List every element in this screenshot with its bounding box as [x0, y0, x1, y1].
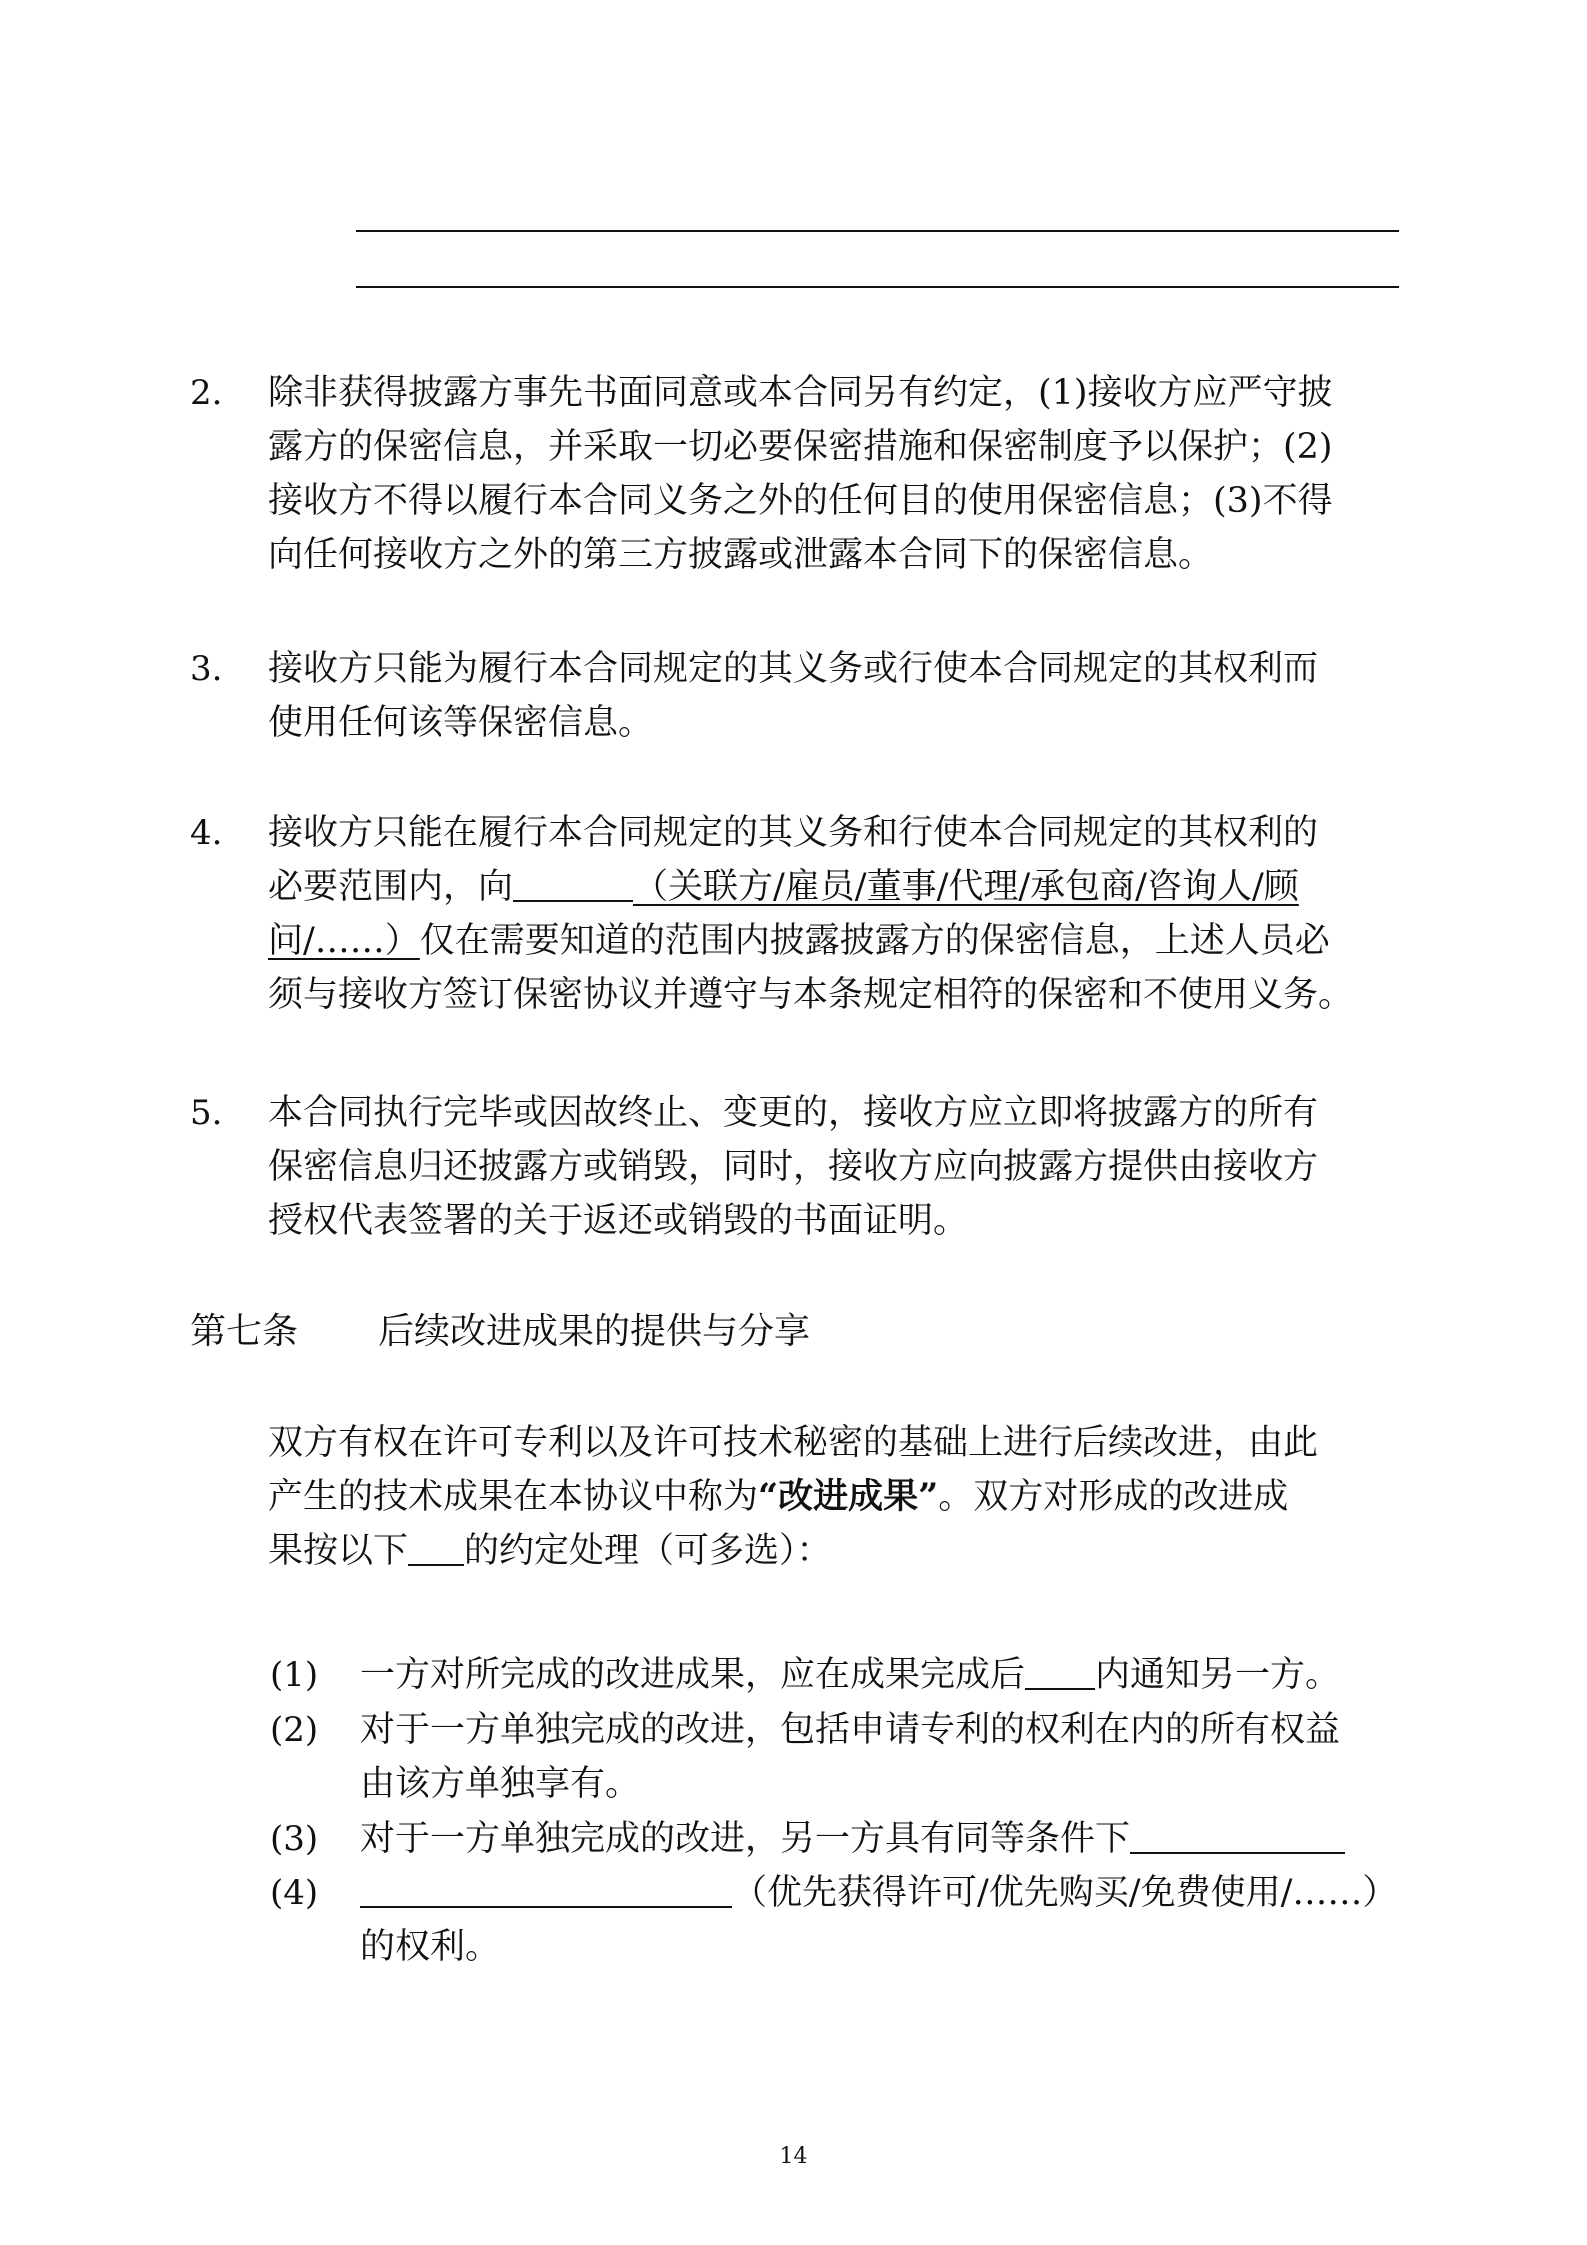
recipient-category-blank[interactable]: [513, 862, 633, 902]
article-intro-line: [268, 1524, 1318, 1578]
item-2-line: 由该方单独享有。: [360, 1764, 641, 1804]
right-type-options: （优先获得许可/优先购买/免费使用/……）: [732, 1873, 1398, 1913]
item-1-prefix: 一方对所完成的改进成果，应在成果完成后: [360, 1655, 1026, 1695]
clause-2-text: [268, 366, 1333, 582]
clause-4-line: [268, 860, 1353, 914]
intro-line2-prefix: 产生的技术成果在本协议中称为: [268, 1477, 759, 1517]
option-selection-blank[interactable]: [408, 1526, 464, 1566]
clause-4-text: [268, 806, 1353, 1022]
clause-5-line: 保密信息归还披露方或销毁，同时，接收方应向披露方提供由接收方: [268, 1147, 1319, 1187]
item-1-suffix: 内通知另一方。: [1095, 1655, 1341, 1695]
intro-line2-suffix: 。双方对形成的改进成: [938, 1477, 1289, 1517]
item-2-number: (2): [270, 1710, 319, 1750]
clause-3-number: 3.: [190, 649, 223, 689]
item-1-text: [360, 1648, 1340, 1702]
item-1-line: [360, 1648, 1340, 1702]
article-number: 第七条: [190, 1311, 299, 1352]
blank-fill-line-2: [356, 286, 1399, 288]
clause-5-text: [268, 1086, 1318, 1248]
right-type-blank[interactable]: [360, 1868, 732, 1908]
clause-3-line: 使用任何该等保密信息。: [268, 703, 654, 743]
clause-4-number: 4.: [190, 813, 223, 853]
article-intro: [268, 1416, 1318, 1578]
intro-line3-prefix: 果按以下: [268, 1531, 409, 1571]
clause-5-line: 授权代表签署的关于返还或销毁的书面证明。: [268, 1201, 969, 1241]
clause-2-line: 向任何接收方之外的第三方披露或泄露本合同下的保密信息。: [268, 535, 1214, 575]
blank-fill-line-1: [356, 230, 1399, 232]
clause-4-line3-rest: 仅在需要知道的范围内披露披露方的保密信息，上述人员必: [419, 921, 1330, 961]
clause-5-line: 本合同执行完毕或因故终止、变更的，接收方应立即将披露方的所有: [268, 1093, 1319, 1133]
notice-period-blank[interactable]: [1025, 1650, 1095, 1690]
article-intro-line: [268, 1470, 1318, 1524]
page-number: 14: [779, 2144, 808, 2169]
clause-2-line: 露方的保密信息，并采取一切必要保密措施和保密制度予以保护；(2): [268, 427, 1333, 467]
equal-conditions-blank[interactable]: [1130, 1814, 1345, 1854]
item-4-line: [360, 1866, 1397, 1920]
item-1-number: (1): [270, 1655, 319, 1695]
item-2-line: 对于一方单独完成的改进，包括申请专利的权利在内的所有权益: [360, 1710, 1341, 1750]
clause-4-line: [268, 914, 1353, 968]
item-4-number: (4): [270, 1873, 319, 1913]
clause-2-number: 2.: [190, 373, 223, 413]
improvement-results-term: “改进成果”: [758, 1476, 939, 1517]
clause-4-line2-prefix: 必要范围内，向: [268, 867, 514, 907]
article-intro-line: 双方有权在许可专利以及许可技术秘密的基础上进行后续改进，由此: [268, 1423, 1319, 1463]
item-3-prefix: 对于一方单独完成的改进，另一方具有同等条件下: [360, 1819, 1131, 1859]
clause-4-line: 接收方只能在履行本合同规定的其义务和行使本合同规定的其权利的: [268, 813, 1319, 853]
article-title: 后续改进成果的提供与分享: [378, 1311, 811, 1352]
intro-line3-suffix: 的约定处理（可多选）：: [464, 1531, 832, 1571]
recipient-category-options: （关联方/雇员/董事/代理/承包商/咨询人/顾: [633, 867, 1299, 907]
recipient-category-options-end: 问/……）: [268, 921, 420, 961]
item-2-text: [360, 1703, 1340, 1811]
clause-3-text: [268, 642, 1318, 750]
clause-4-line: 须与接收方签订保密协议并遵守与本条规定相符的保密和不使用义务。: [268, 975, 1354, 1015]
item-4-line: 的权利。: [360, 1927, 501, 1967]
clause-5-number: 5.: [190, 1093, 223, 1133]
clause-2-line: 接收方不得以履行本合同义务之外的任何目的使用保密信息；(3)不得: [268, 481, 1333, 521]
item-4-text: [360, 1866, 1397, 1974]
item-3-number: (3): [270, 1819, 319, 1859]
item-3-line: [360, 1812, 1345, 1866]
clause-2-line: 除非获得披露方事先书面同意或本合同另有约定，(1)接收方应严守披: [268, 373, 1333, 413]
clause-3-line: 接收方只能为履行本合同规定的其义务或行使本合同规定的其权利而: [268, 649, 1319, 689]
item-3-text: [360, 1812, 1345, 1866]
